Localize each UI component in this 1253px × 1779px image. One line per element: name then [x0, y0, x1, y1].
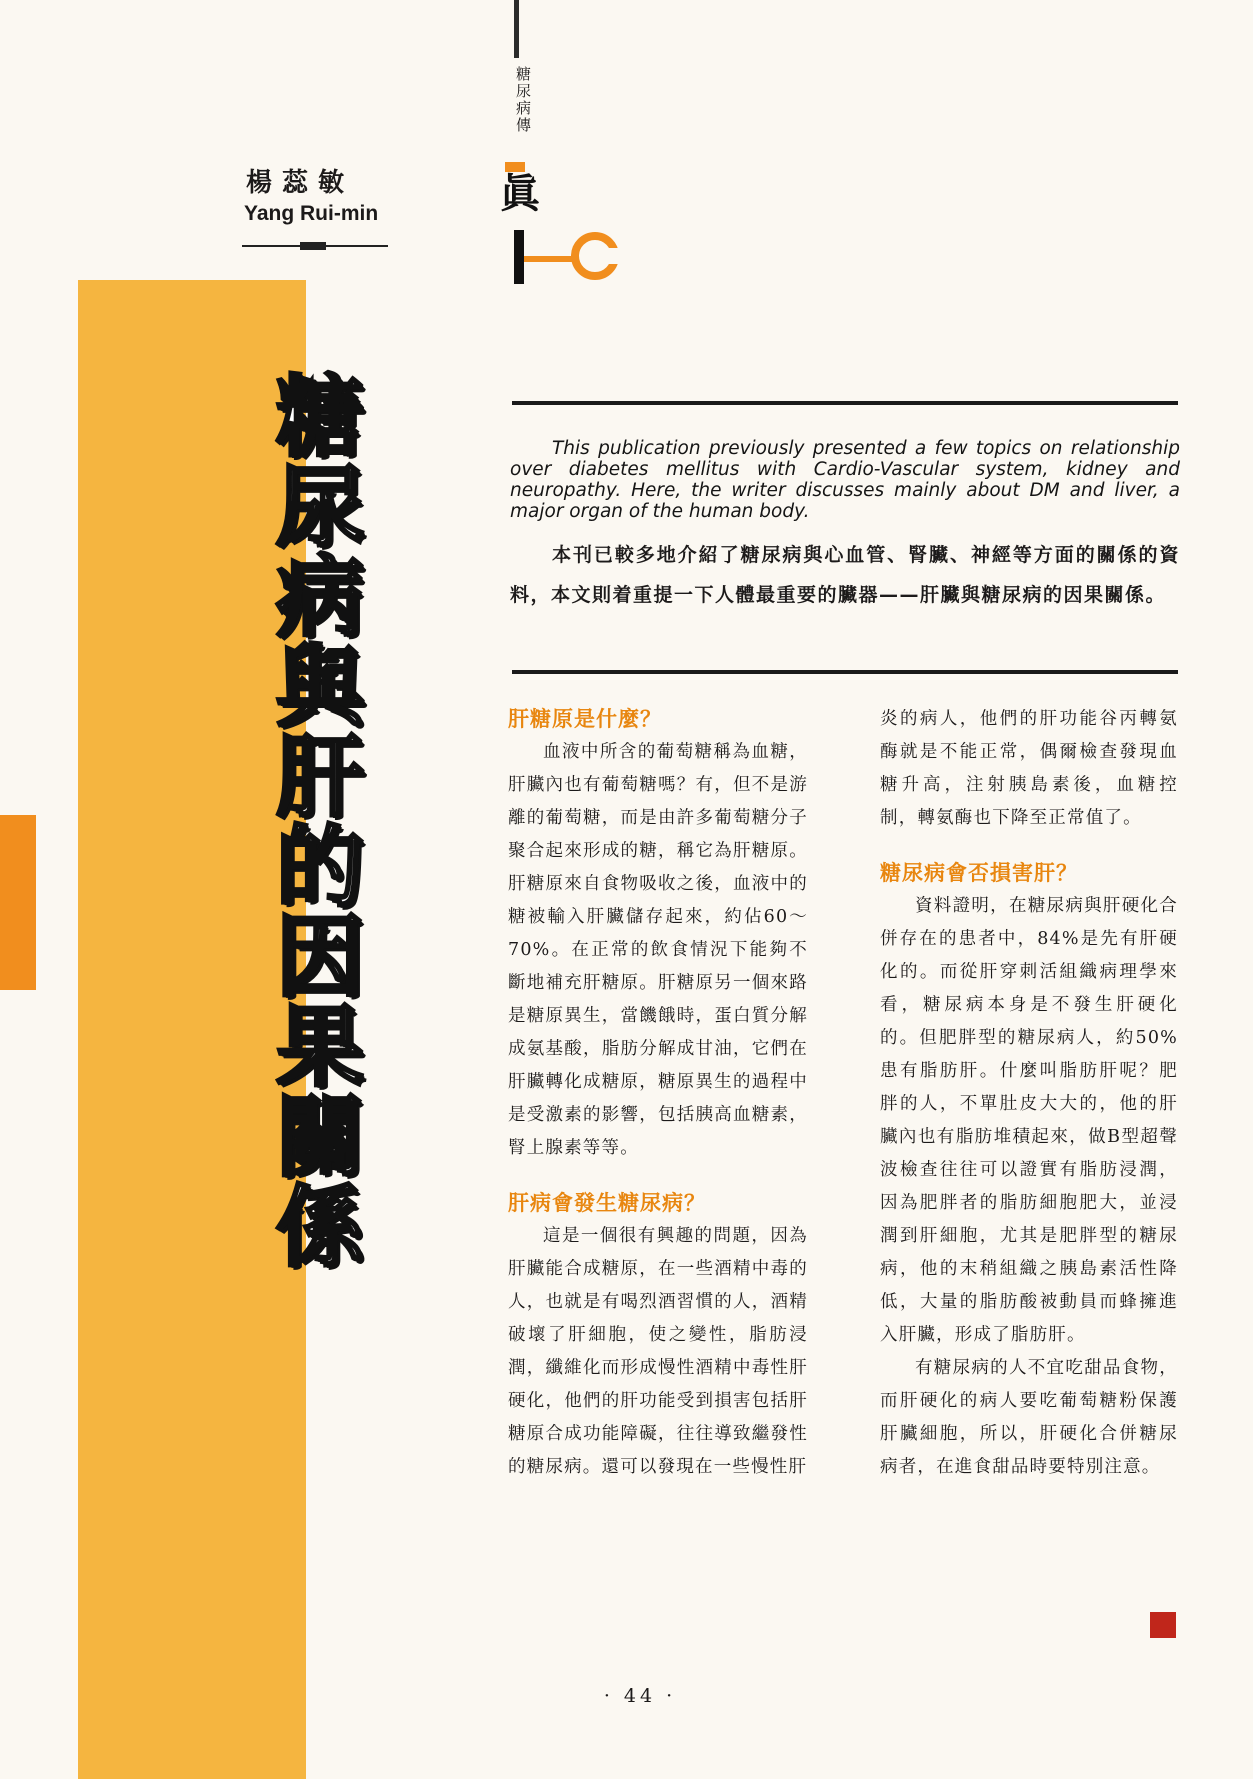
- author-divider-mark: [300, 242, 326, 250]
- edge-tab: [0, 815, 36, 990]
- abstract-top-rule: [512, 401, 1178, 405]
- section-paragraph: 有糖尿病的人不宜吃甜品食物，而肝硬化的病人要吃葡萄糖粉保護肝臟細胞，所以，肝硬化合併糖尿病者，在進食甜品時要特別注意。: [880, 1358, 1178, 1477]
- band-top-blank: [78, 0, 306, 280]
- column-logo-bar: [514, 230, 524, 284]
- section-paragraph: 血液中所含的葡萄糖稱為血糖，肝臟內也有葡萄糖嗎？有，但不是游離的葡萄糖，而是由許多葡萄糖分子聚合起來形成的糖，稱它為肝糖原。肝糖原來自食物吸收之後，血液中的糖被輸入肝臟儲存起來，約佔60～70%。在正常的飲食情況下能夠不斷地補充肝糖原。肝糖原另一個來路是糖原異生，當饑餓時，蛋白質分解成氨基酸，脂肪分解成甘油，它們在肝臟轉化成糖原，糖原異生的過程中是受激素的影響，包括胰高血糖素，腎上腺素等等。: [508, 742, 808, 1158]
- section-paragraph-continued: 炎的病人，他們的肝功能谷丙轉氨酶就是不能正常，偶爾檢查發現血糖升高，注射胰島素後，血糖控制，轉氨酶也下降至正常值了。: [880, 709, 1178, 828]
- body-column-right: [880, 703, 1178, 1484]
- body-column-left: [508, 703, 808, 1484]
- column-bar: [514, 0, 519, 58]
- author-name-en: Yang Rui-min: [244, 202, 379, 225]
- column-logo-line: [524, 256, 574, 262]
- column-logo-ring-gap: [600, 248, 622, 264]
- section-heading: 肝糖原是什麼？: [508, 707, 662, 731]
- abstract-english: This publication previously presented a few topics on relationship over diabetes mellitus with Cardio-Vascular system, kidney and neuropathy. Here, the writer discusses mainly about DM and liver, a major organ of the human body.: [510, 438, 1180, 522]
- page-number: · 44 ·: [603, 1685, 677, 1707]
- author-name-zh: 楊蕊敏: [246, 168, 355, 198]
- section-heading: 肝病會發生糖尿病？: [508, 1191, 706, 1215]
- article-title: 糖尿病與肝的因果關係: [262, 370, 365, 1270]
- column-label: 糖尿病傳: [514, 66, 532, 134]
- abstract-chinese: 本刊已較多地介紹了糖尿病與心血管、腎臟、神經等方面的關係的資料，本文則着重提一下人體最重要的臟器——肝臟與糖尿病的因果關係。: [510, 544, 1180, 606]
- section-paragraph: 這是一個很有興趣的問題，因為肝臟能合成糖原，在一些酒精中毒的人，也就是有喝烈酒習慣的人，酒精破壞了肝細胞，使之變性，脂肪浸潤，纖維化而形成慢性酒精中毒性肝硬化，他們的肝功能受到損害包括肝糖原合成功能障礙，往往導致繼發性的糖尿病。還可以發現在一些慢性肝: [508, 1226, 808, 1477]
- section-paragraph: 資料證明，在糖尿病與肝硬化合併存在的患者中，84%是先有肝硬化的。而從肝穿刺活組織病理學來看，糖尿病本身是不發生肝硬化的。但肥胖型的糖尿病人，約50%患有脂肪肝。什麼叫脂肪肝呢？肥胖的人，不單肚皮大大的，他的肝臟內也有脂肪堆積起來，做B型超聲波檢查往往可以證實有脂肪浸潤，因為肥胖者的脂肪細胞肥大，並浸潤到肝細胞，尤其是肥胖型的糖尿病，他的末稍組織之胰島素活性降低，大量的脂肪酸被動員而蜂擁進入肝臟，形成了脂肪肝。: [880, 896, 1178, 1345]
- end-seal-icon: [1150, 1612, 1176, 1638]
- abstract-bottom-rule: [512, 670, 1178, 674]
- column-glyph: 眞: [500, 170, 540, 217]
- section-heading: 糖尿病會否損害肝？: [880, 861, 1078, 885]
